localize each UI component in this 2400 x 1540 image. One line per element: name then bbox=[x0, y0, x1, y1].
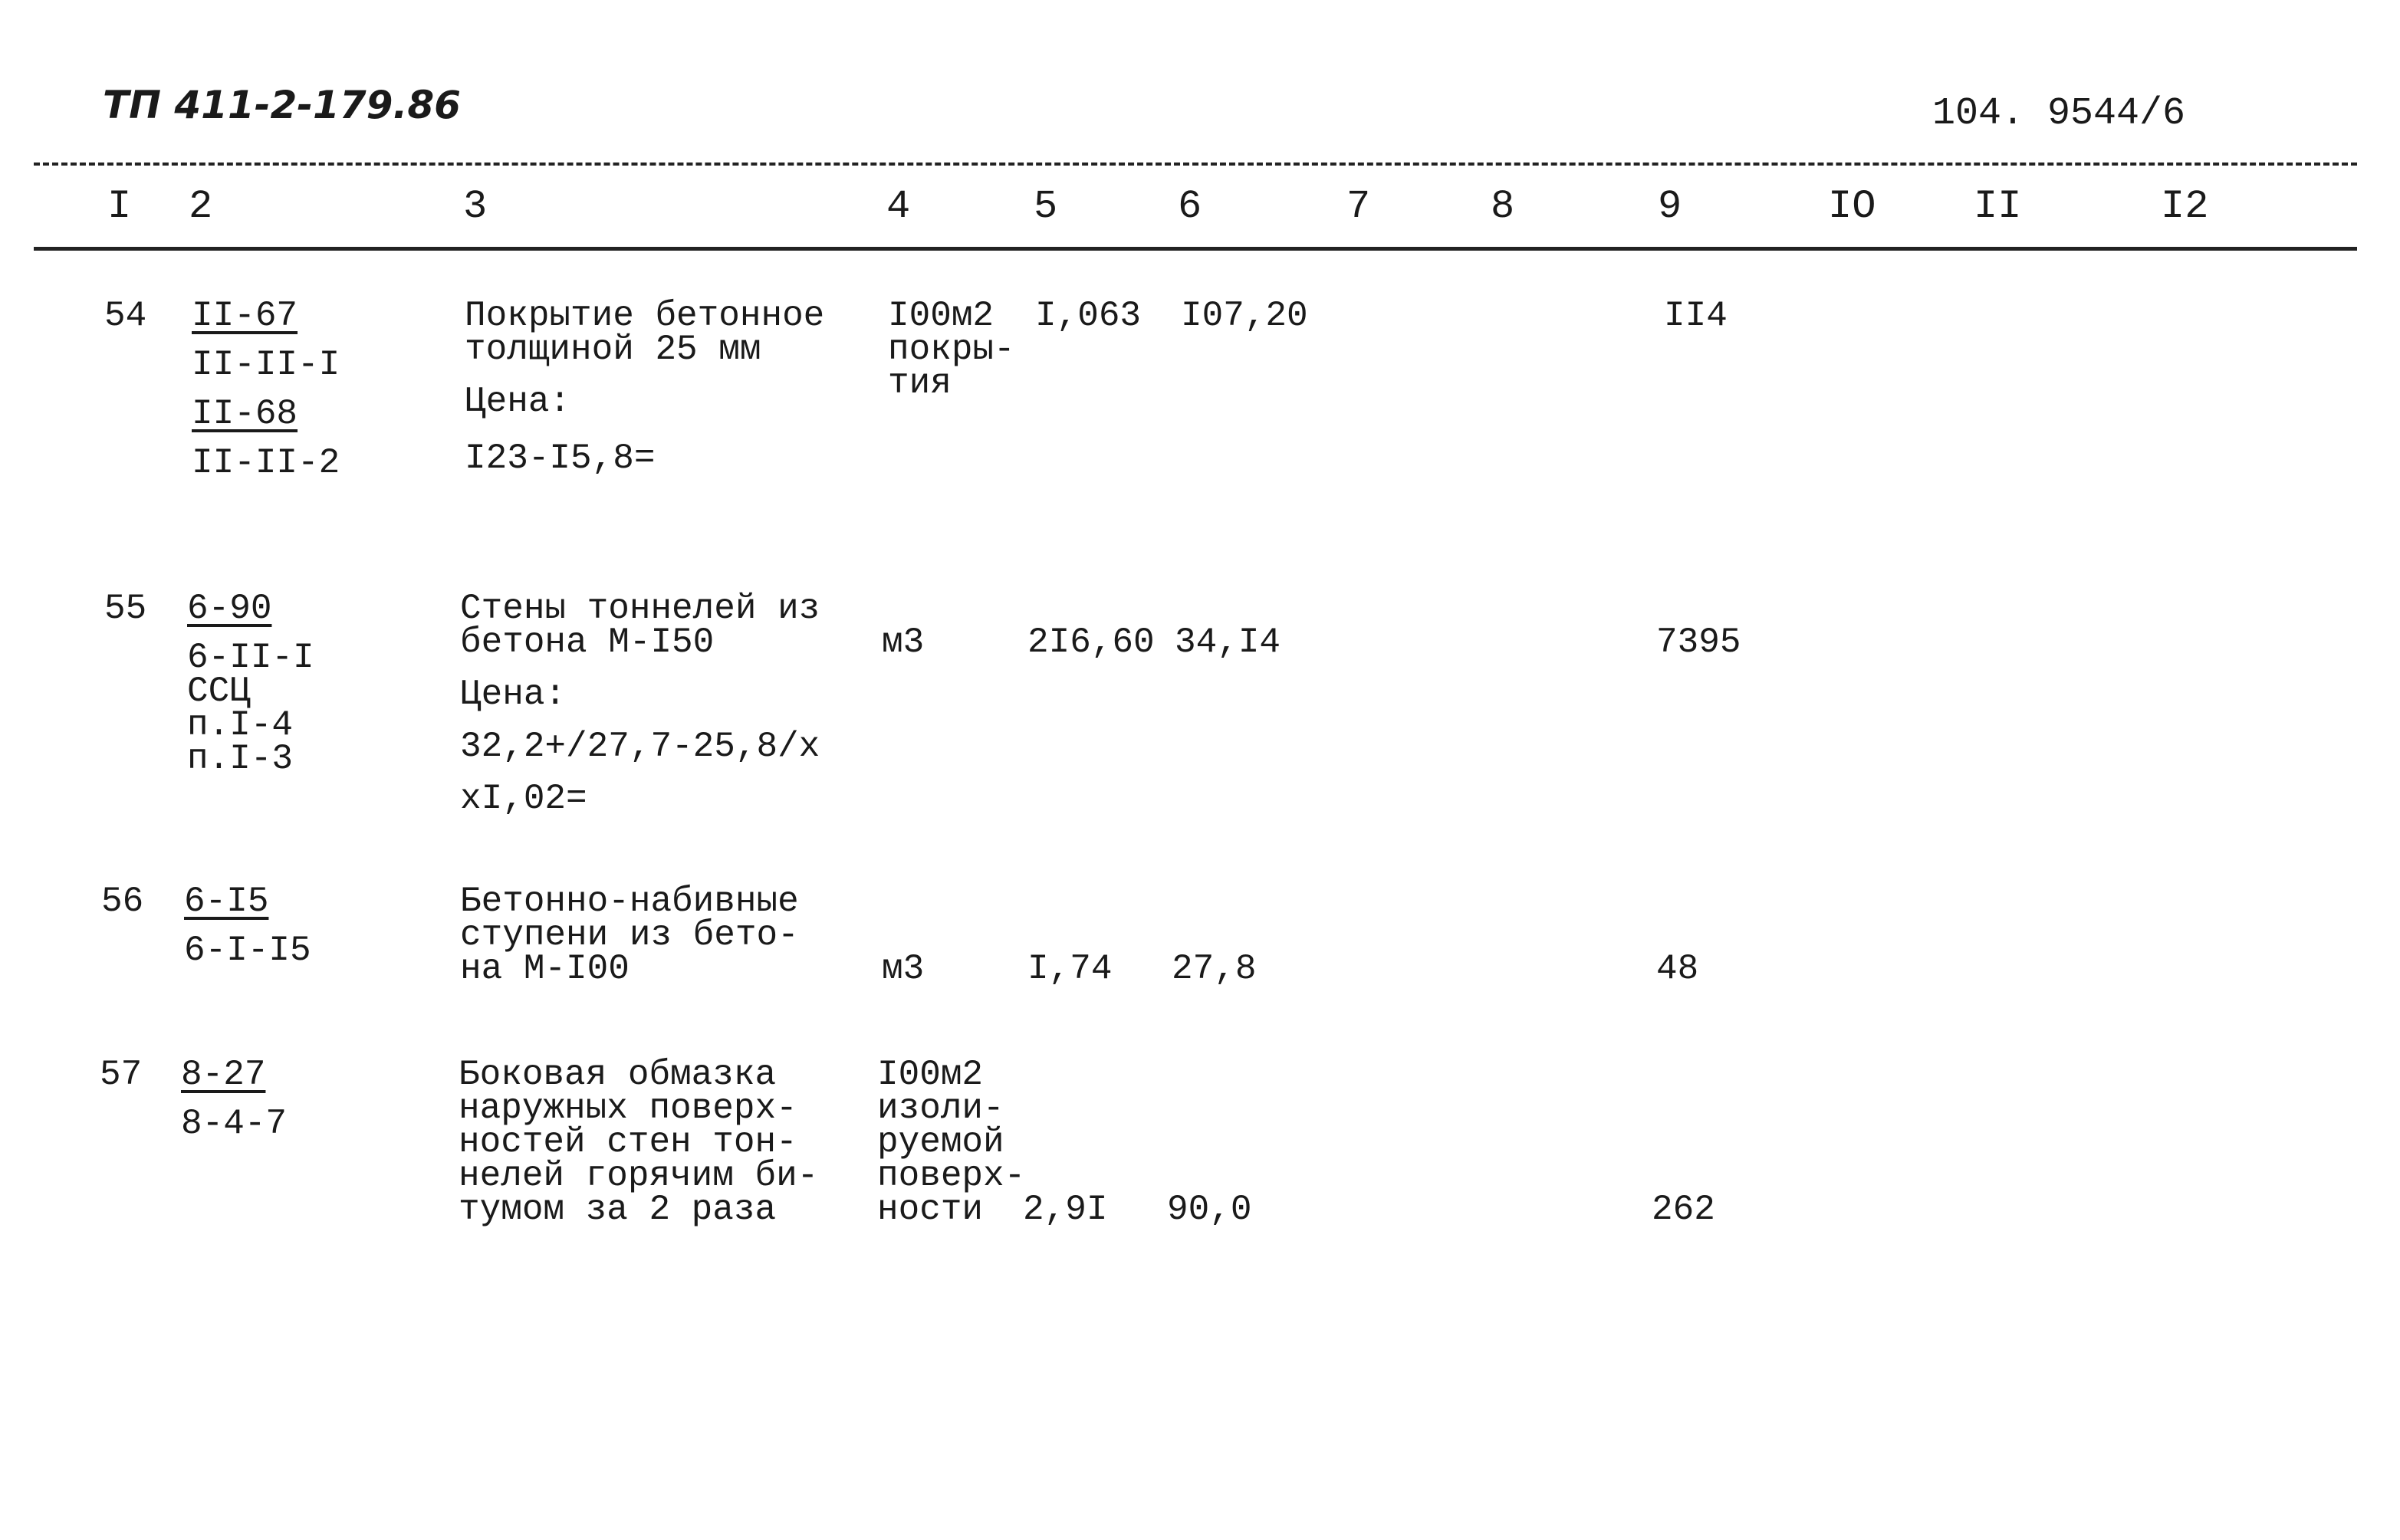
quantity: 2,9I bbox=[1023, 1190, 1108, 1230]
norm-code: II-67 bbox=[192, 296, 298, 336]
norm-code: 6-II-I bbox=[187, 638, 314, 678]
quantity: 2I6,60 bbox=[1027, 622, 1155, 662]
column-header-2: 2 bbox=[189, 184, 213, 229]
unit: м3 bbox=[882, 949, 925, 989]
price-formula: xI,02= bbox=[460, 779, 587, 819]
description-line: на М-I00 bbox=[460, 949, 630, 989]
work-description bbox=[465, 296, 825, 478]
column-header-10: IO bbox=[1828, 184, 1876, 229]
unit bbox=[888, 296, 1015, 403]
norm-code: II-68 bbox=[192, 394, 298, 434]
column-header-8: 8 bbox=[1491, 184, 1515, 229]
total-cost: 7395 bbox=[1656, 622, 1741, 662]
total-cost: II4 bbox=[1664, 296, 1728, 336]
price-label: Цена: bbox=[465, 382, 571, 422]
norm-code: 6-I-I5 bbox=[184, 931, 311, 970]
total-cost: 262 bbox=[1652, 1190, 1715, 1230]
description-line: наружных поверх- bbox=[459, 1089, 797, 1128]
unit-price: I07,20 bbox=[1181, 296, 1308, 336]
page-code: 104. 9544/6 bbox=[1932, 92, 2186, 136]
description-line: Бетонно-набивные bbox=[460, 882, 799, 921]
price-formula: 32,2+/27,7-25,8/x bbox=[460, 727, 820, 767]
header-bottom-rule bbox=[34, 247, 2357, 251]
column-header-11: II bbox=[1974, 184, 2022, 229]
description-line: Стены тоннелей из bbox=[460, 589, 820, 629]
quantity: I,74 bbox=[1027, 949, 1113, 989]
column-header-6: 6 bbox=[1178, 184, 1202, 229]
norm-code: п.I-4 bbox=[187, 705, 294, 745]
price-label: Цена: bbox=[460, 675, 567, 714]
norm-codes bbox=[184, 882, 311, 970]
work-description bbox=[459, 1055, 819, 1230]
total-cost: 48 bbox=[1656, 949, 1699, 989]
norm-codes bbox=[181, 1055, 288, 1144]
unit-line: руемой bbox=[877, 1122, 1004, 1162]
row-number: 57 bbox=[100, 1055, 143, 1095]
unit-price: 27,8 bbox=[1172, 949, 1257, 989]
description-line: ностей стен тон- bbox=[459, 1122, 797, 1162]
description-line: толщиной 25 мм bbox=[465, 330, 761, 369]
row-number: 55 bbox=[104, 589, 147, 629]
row-number: 56 bbox=[101, 882, 144, 921]
description-line: Боковая обмазка bbox=[459, 1055, 777, 1095]
row-number: 54 bbox=[104, 296, 147, 336]
unit bbox=[877, 1055, 1026, 1230]
norm-code: II-II-I bbox=[192, 345, 340, 385]
column-header-9: 9 bbox=[1658, 184, 1682, 229]
column-header-12: I2 bbox=[2161, 184, 2209, 229]
norm-code: II-II-2 bbox=[192, 443, 340, 483]
column-header-4: 4 bbox=[886, 184, 911, 229]
unit-line: I00м2 bbox=[888, 296, 995, 336]
price-formula: I23-I5,8= bbox=[465, 438, 656, 478]
column-header-1: I bbox=[107, 184, 132, 229]
norm-codes bbox=[192, 296, 340, 483]
description-line: тумом за 2 раза bbox=[459, 1190, 777, 1230]
norm-code: п.I-3 bbox=[187, 739, 294, 779]
column-header-7: 7 bbox=[1346, 184, 1371, 229]
description-line: бетона М-I50 bbox=[460, 622, 715, 662]
unit-price: 34,I4 bbox=[1175, 622, 1281, 662]
unit: м3 bbox=[882, 622, 925, 662]
description-line: Покрытие бетонное bbox=[465, 296, 825, 336]
unit-line: покры- bbox=[888, 330, 1015, 369]
table-top-rule bbox=[34, 163, 2357, 166]
unit-line: поверх- bbox=[877, 1156, 1026, 1196]
unit-line: I00м2 bbox=[877, 1055, 984, 1095]
column-header-5: 5 bbox=[1034, 184, 1058, 229]
norm-codes bbox=[187, 589, 314, 779]
norm-code: 8-27 bbox=[181, 1055, 266, 1095]
column-header-3: 3 bbox=[463, 184, 488, 229]
work-description bbox=[460, 589, 820, 819]
norm-code: 8-4-7 bbox=[181, 1104, 288, 1144]
unit-line: изоли- bbox=[877, 1089, 1004, 1128]
work-description bbox=[460, 882, 799, 989]
unit-line: тия bbox=[888, 363, 952, 403]
project-code: ТП 411-2-179.86 bbox=[103, 83, 461, 127]
quantity: I,063 bbox=[1035, 296, 1142, 336]
description-line: нелей горячим би- bbox=[459, 1156, 819, 1196]
norm-code: 6-90 bbox=[187, 589, 272, 629]
unit-line: ности bbox=[877, 1190, 984, 1230]
norm-code: 6-I5 bbox=[184, 882, 269, 921]
unit-price: 90,0 bbox=[1167, 1190, 1252, 1230]
description-line: ступени из бето- bbox=[460, 915, 799, 955]
norm-code: ССЦ bbox=[187, 671, 251, 711]
